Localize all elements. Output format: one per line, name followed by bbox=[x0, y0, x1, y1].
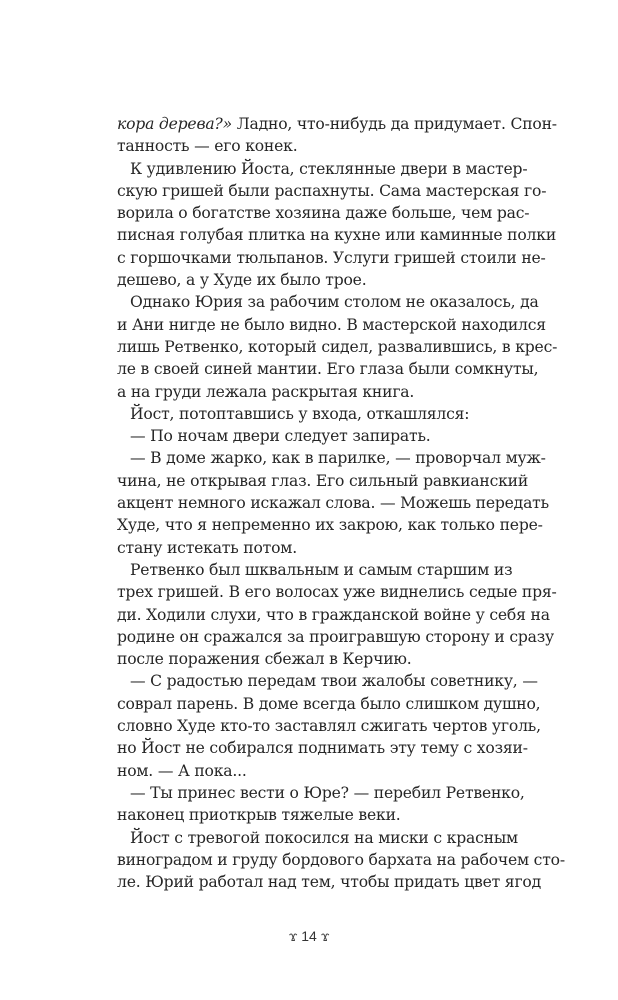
text-line bbox=[117, 224, 557, 246]
line-text: но Йост не собирался поднимать эту тему с хозяи- bbox=[117, 739, 528, 758]
ornament-left-icon: ϫ bbox=[288, 928, 298, 944]
line-text: Однако Юрия за рабочим столом не оказалось, да bbox=[130, 293, 539, 312]
line-text: К удивлению Йоста, стеклянные двери в мастер- bbox=[130, 159, 528, 178]
text-line bbox=[117, 202, 530, 224]
line-text: танность — его конек. bbox=[117, 137, 298, 156]
line-text: Ретвенко был шквальным и самым старшим из bbox=[130, 560, 513, 579]
line-text: писная голубая плитка на кухне или каминные полки bbox=[117, 226, 557, 245]
line-text: ном. — А пока... bbox=[117, 761, 247, 780]
line-text: ди. Ходили слухи, что в гражданской войне у себя на bbox=[117, 605, 550, 624]
line-text: наконец приоткрыв тяжелые веки. bbox=[117, 806, 401, 825]
text-line bbox=[117, 737, 528, 759]
line-text: Йост с тревогой покосился на миски с красным bbox=[130, 828, 518, 847]
line-text: скую гришей были распахнуты. Сама мастерская го- bbox=[117, 181, 547, 200]
ornament-right-icon: ϫ bbox=[320, 928, 330, 944]
text-line bbox=[117, 849, 565, 871]
text-line bbox=[117, 581, 557, 603]
text-line bbox=[117, 425, 507, 447]
text-line bbox=[117, 135, 507, 157]
text-line bbox=[117, 492, 549, 514]
text-line bbox=[117, 871, 542, 893]
text-line bbox=[117, 827, 518, 849]
book-page-text bbox=[117, 113, 565, 893]
line-text: ле в своей синей мантии. Его глаза были сомкнуты, bbox=[117, 360, 539, 379]
line-text: — В доме жарко, как в парилке, — проворчал муж- bbox=[130, 449, 546, 468]
text-line bbox=[117, 314, 546, 336]
page-number: 14 bbox=[301, 928, 317, 944]
text-line bbox=[117, 158, 528, 180]
line-text: дешево, а у Худе их было трое. bbox=[117, 271, 367, 290]
line-text: трех гришей. В его волосах уже виднелись седые пря- bbox=[117, 583, 557, 602]
line-text: Худе, что я непременно их закрою, как только пере- bbox=[117, 516, 543, 535]
line-text: акцент немного искажал слова. — Можешь передать bbox=[117, 494, 549, 513]
text-line bbox=[117, 782, 525, 804]
line-text: виноградом и груду бордового бархата на рабочем сто- bbox=[117, 850, 565, 869]
text-line bbox=[117, 381, 507, 403]
text-line bbox=[117, 291, 539, 313]
line-text: словно Худе кто-то заставлял сжигать чертов уголь, bbox=[117, 717, 541, 736]
text-line bbox=[117, 537, 507, 559]
text-line bbox=[117, 247, 546, 269]
text-line bbox=[117, 693, 541, 715]
line-text: и Ани нигде не было видно. В мастерской находился bbox=[117, 315, 546, 334]
line-text: с горшочками тюльпанов. Услуги гришей стоили не- bbox=[117, 248, 546, 267]
text-line bbox=[117, 715, 541, 737]
text-line bbox=[117, 648, 507, 670]
text-line bbox=[117, 559, 513, 581]
text-line bbox=[117, 514, 543, 536]
text-line bbox=[117, 358, 539, 380]
line-text: родине он сражался за проигравшую сторону и сразу bbox=[117, 627, 555, 646]
text-line bbox=[117, 604, 550, 626]
line-text: — С радостью передам твои жалобы советнику, — bbox=[130, 672, 538, 691]
line-text: ле. Юрий работал над тем, чтобы придать цвет ягод bbox=[117, 873, 542, 892]
line-text: стану истекать потом. bbox=[117, 538, 297, 557]
text-line bbox=[117, 113, 557, 135]
line-text: чина, не открывая глаз. Его сильный равкианский bbox=[117, 471, 529, 490]
line-text: соврал парень. В доме всегда было слишком душно, bbox=[117, 694, 541, 713]
text-line bbox=[117, 180, 547, 202]
text-line bbox=[117, 336, 558, 358]
text-line bbox=[117, 269, 507, 291]
line-text: лишь Ретвенко, который сидел, развалившись, в крес- bbox=[117, 337, 558, 356]
text-line bbox=[117, 403, 507, 425]
line-text: Йост, потоптавшись у входа, откашлялся: bbox=[130, 404, 470, 423]
text-line bbox=[117, 670, 538, 692]
text-line bbox=[117, 804, 507, 826]
line-text: — По ночам двери следует запирать. bbox=[130, 427, 431, 446]
line-text: — Ты принес вести о Юре? — перебил Ретвенко, bbox=[130, 783, 525, 802]
text-line bbox=[117, 760, 507, 782]
text-line bbox=[117, 447, 546, 469]
line-text: а на груди лежала раскрытая книга. bbox=[117, 382, 415, 401]
line-text: ворила о богатстве хозяина даже больше, чем рас- bbox=[117, 204, 530, 223]
text-line bbox=[117, 470, 529, 492]
line-text: Ладно, что-нибудь да придумает. Спон- bbox=[231, 115, 557, 133]
text-line bbox=[117, 626, 555, 648]
italic-text: кора дерева?» bbox=[117, 115, 232, 133]
line-text: после поражения сбежал в Керчию. bbox=[117, 650, 412, 669]
page-number-footer bbox=[0, 928, 618, 944]
